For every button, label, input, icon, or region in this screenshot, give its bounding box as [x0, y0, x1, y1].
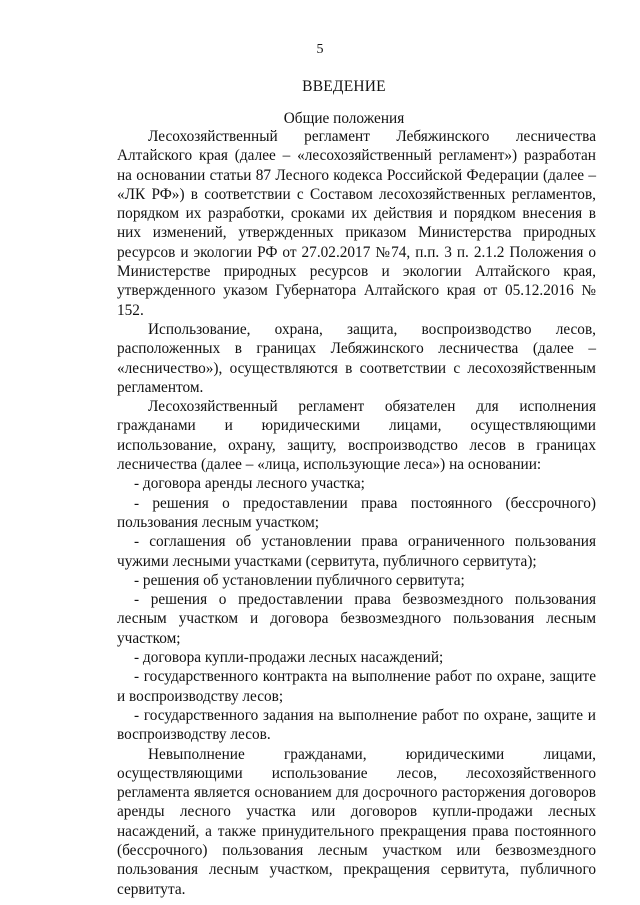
paragraph-intro: Лесохозяйственный регламент Лебяжинского лесничества Алтайского края (далее – «лесохозяйственный регламент») разработан на основании статьи 87 Лесного кодекса Российской Федерации (далее – «ЛК РФ») в соответствии с Составом лесохозяйственных регламентов, порядком их разработки, сроками их действия и порядком внесения в них изменений, утвержденных приказом Министерства природных ресурсов и экологии РФ от 27.02.2017 №74, п.п. 3 п. 2.1.2 Положения о Министерстве природных ресурсов и экологии Алтайского края, утвержденного указом Губернатора Алтайского края от 05.12.2016 № 152. — [117, 128, 596, 319]
list-item: - соглашения об установлении права ограниченного пользования чужими лесными участками (сервитута, публичного сервитута); — [117, 533, 596, 570]
document-body — [117, 127, 596, 899]
list-item: - решения об установлении публичного сервитута; — [134, 571, 465, 589]
list-item: - договора купли-продажи лесных насаждений; — [134, 649, 444, 667]
section-subheading: Общие положения — [283, 110, 405, 127]
list-item: - решения о предоставлении права постоянного (бессрочного) пользования лесным участком; — [117, 494, 596, 531]
list-item: - государственного контракта на выполнение работ по охране, защите и воспроизводству лесов; — [117, 668, 596, 705]
list-item: - договора аренды лесного участка; — [134, 475, 365, 493]
paragraph-obligation: Лесохозяйственный регламент обязателен для исполнения гражданами и юридическими лицами, осуществляющими использование, охрану, защиту, воспроизводство лесов в границах лесничества (далее – «лица, использующие леса») на основании: — [117, 398, 596, 474]
list-item: - государственного задания на выполнение работ по охране, защите и воспроизводству лесов. — [117, 706, 596, 744]
paragraph-violation: Невыполнение гражданами, юридическими лицами, осуществляющими использование лесов, лесохозяйственного регламента является основанием для досрочного расторжения договоров аренды лесного участка или договоров купли-продажи лесных насаждений, а также принудительного прекращения права постоянного (бессрочного) пользования лесным участком или безвозмездного пользования лесным участком, прекращения сервитута, публичного сервитута. — [117, 745, 596, 898]
paragraph-usage: Использование, охрана, защита, воспроизводство лесов, расположенных в границах Лебяжинского лесничества (далее – «лесничество»), осуществляются в соответствии с лесохозяйственным регламентом. — [117, 320, 596, 396]
list-item: - решения о предоставлении права безвозмездного пользования лесным участком и договора безвозмездного пользования лесным участком; — [117, 591, 596, 647]
page-number: 5 — [316, 42, 324, 57]
section-heading: ВВЕДЕНИЕ — [302, 78, 386, 95]
